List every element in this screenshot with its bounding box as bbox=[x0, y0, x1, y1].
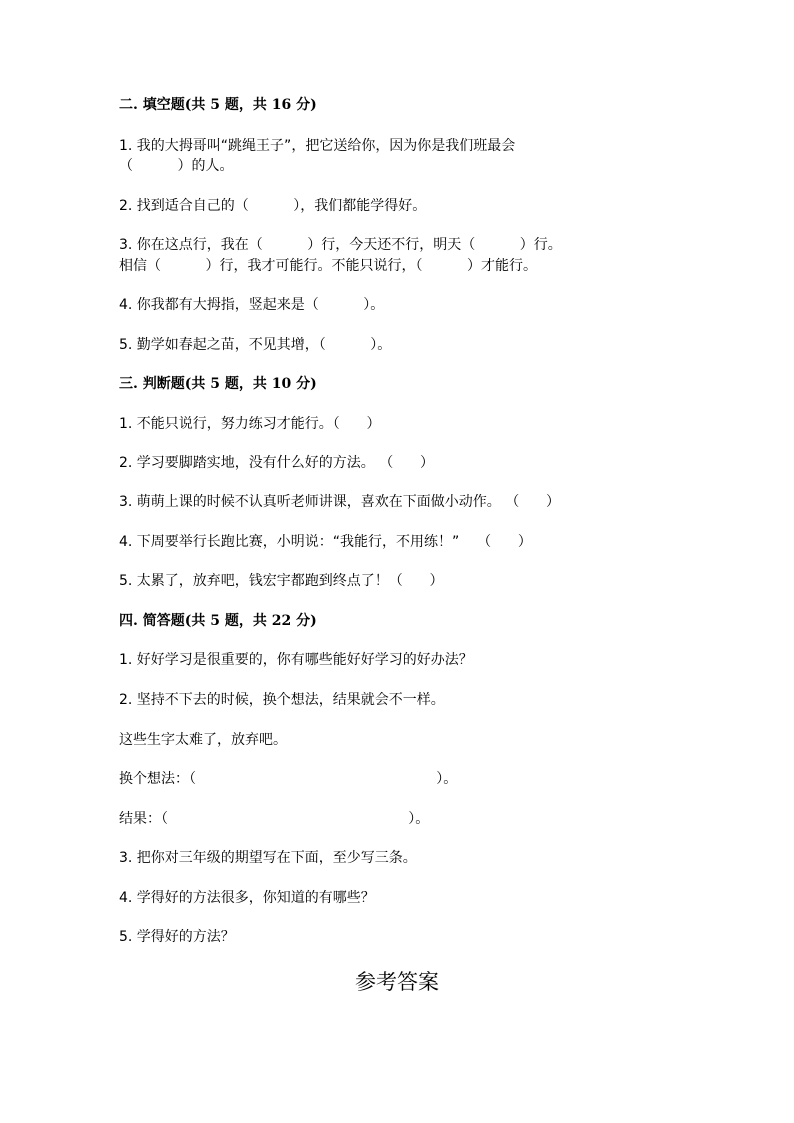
judge-question-1: 1. 不能只说行，努力练习才能行。（ ） bbox=[119, 416, 381, 432]
fill-question-3-line-1: 3. 你在这点行，我在（ ）行，今天还不行，明天（ ）行。 bbox=[119, 237, 562, 253]
short-answer-question-4: 4. 学得好的方法很多，你知道的有哪些？ bbox=[119, 890, 375, 906]
fill-question-2: 2. 找到适合自己的（ ），我们都能学得好。 bbox=[119, 198, 427, 214]
fill-question-1-line-2: （ ）的人。 bbox=[119, 158, 234, 174]
short-answer-question-2-example: 这些生字太难了，放弃吧。 bbox=[119, 732, 287, 748]
judge-question-3: 3. 萌萌上课的时候不认真听老师讲课，喜欢在下面做小动作。 （ ） bbox=[119, 494, 560, 510]
short-answer-question-2-change: 换个想法：（ ）。 bbox=[119, 771, 458, 787]
answer-key-title: 参考答案 bbox=[355, 970, 439, 994]
short-answer-question-3: 3. 把你对三年级的期望写在下面，至少写三条。 bbox=[119, 850, 417, 866]
section-4-heading: 四. 简答题(共 5 题，共 22 分) bbox=[119, 613, 317, 629]
judge-question-2: 2. 学习要脚踏实地，没有什么好的方法。 （ ） bbox=[119, 455, 434, 471]
fill-question-1-line-1: 1. 我的大拇哥叫“跳绳王子”，把它送给你，因为你是我们班最会 bbox=[119, 138, 516, 154]
short-answer-question-5: 5. 学得好的方法？ bbox=[119, 929, 235, 945]
fill-question-4: 4. 你我都有大拇指，竖起来是（ ）。 bbox=[119, 297, 385, 313]
short-answer-question-2-result: 结果：（ ）。 bbox=[119, 811, 430, 827]
fill-question-3-line-2: 相信（ ）行，我才可能行。不能只说行，（ ）才能行。 bbox=[119, 258, 538, 274]
fill-question-5: 5. 勤学如春起之苗，不见其增，（ ）。 bbox=[119, 337, 392, 353]
section-2-heading: 二. 填空题(共 5 题，共 16 分) bbox=[119, 97, 317, 113]
judge-question-4: 4. 下周要举行长跑比赛，小明说：“我能行，不用练！” （ ） bbox=[119, 534, 532, 550]
judge-question-5: 5. 太累了，放弃吧，钱宏宇都跑到终点了！（ ） bbox=[119, 573, 444, 589]
short-answer-question-2: 2. 坚持不下去的时候，换个想法，结果就会不一样。 bbox=[119, 692, 445, 708]
section-3-heading: 三. 判断题(共 5 题，共 10 分) bbox=[119, 376, 317, 392]
short-answer-question-1: 1. 好好学习是很重要的，你有哪些能好好学习的好办法？ bbox=[119, 652, 473, 668]
